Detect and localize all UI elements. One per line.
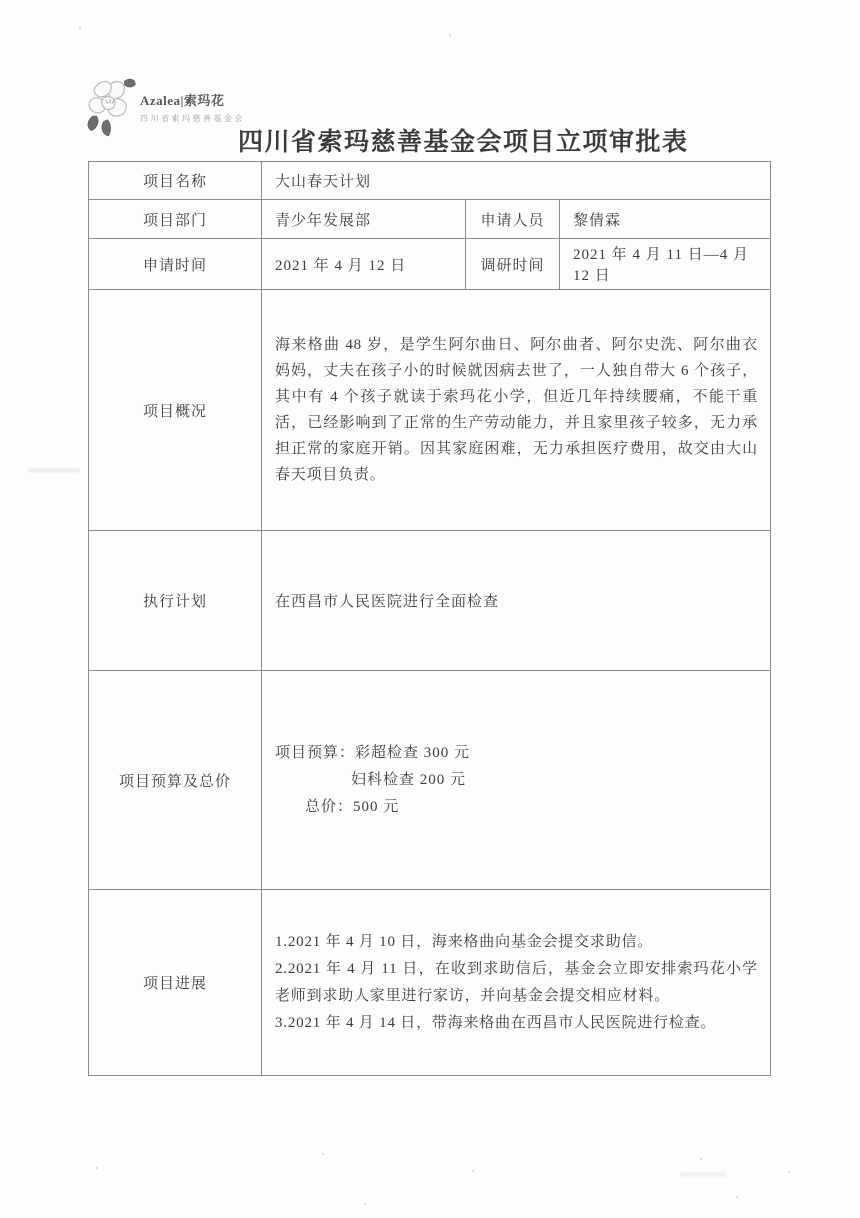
row-progress xyxy=(89,890,771,1076)
logo-subtitle-text: 四川省索玛慈善基金会 xyxy=(140,114,245,123)
scan-speck xyxy=(449,34,451,36)
document-title: 四川省索玛慈善基金会项目立项审批表 xyxy=(238,129,689,156)
progress-item-2: 2.2021 年 4 月 11 日，在收到求助信后，基金会立即安排索玛花小学老师到求助人家里进行家访，并向基金会提交相应材料。 xyxy=(275,960,758,1004)
scan-speck xyxy=(700,1158,702,1160)
scan-speck xyxy=(788,1171,790,1173)
budget-line-3: 总价：500 元 xyxy=(305,798,400,815)
logo-brand-text: Azalea|索玛花 xyxy=(140,93,225,108)
row-dates xyxy=(89,239,771,290)
plan-value: 在西昌市人民医院进行全面检查 xyxy=(262,531,771,671)
overview-label: 项目概况 xyxy=(89,290,262,531)
scan-speck xyxy=(79,27,81,29)
overview-text: 海来格曲 48 岁，是学生阿尔曲日、阿尔曲者、阿尔史洗、阿尔曲衣妈妈，丈夫在孩子小的时候就因病去世了，一人独自带大 6 个孩子，其中有 4 个孩子就读于索玛花小学，但近几年持续腰痛，不能干重活，已经影响到了正常的生产劳动能力，并且家里孩子较多，无力承担正常的家庭开销。因其家庭困难，无力承担医疗费用，故交由大山春天项目负责。 xyxy=(275,337,758,483)
progress-value xyxy=(262,890,771,1076)
project-name-label: 项目名称 xyxy=(89,162,262,200)
scan-speck xyxy=(472,1170,474,1172)
row-budget xyxy=(89,671,771,890)
approval-form-table xyxy=(88,161,771,1076)
scan-speck xyxy=(322,1153,324,1155)
progress-label: 项目进展 xyxy=(89,890,262,1076)
row-department-applicant xyxy=(89,200,771,239)
scan-smudge xyxy=(28,469,80,472)
row-project-name xyxy=(89,162,771,200)
plan-label: 执行计划 xyxy=(89,531,262,671)
department-value: 青少年发展部 xyxy=(262,200,466,239)
applicant-value: 黎倩霖 xyxy=(560,200,771,239)
azalea-flower-icon xyxy=(84,76,138,145)
budget-label: 项目预算及总价 xyxy=(89,671,262,890)
budget-value xyxy=(262,671,771,890)
applicant-label: 申请人员 xyxy=(466,200,560,239)
research-time-value: 2021 年 4 月 11 日—4 月 12 日 xyxy=(560,239,771,290)
scan-speck xyxy=(736,1196,738,1198)
progress-item-3: 3.2021 年 4 月 14 日，带海来格曲在西昌市人民医院进行检查。 xyxy=(275,1014,717,1031)
apply-time-label: 申请时间 xyxy=(89,239,262,290)
scan-speck xyxy=(96,1167,98,1169)
scan-speck xyxy=(364,1203,366,1205)
row-overview xyxy=(89,290,771,531)
scan-smudge xyxy=(680,1172,726,1177)
budget-line-1: 项目预算：彩超检查 300 元 xyxy=(275,744,471,761)
research-time-label: 调研时间 xyxy=(466,239,560,290)
progress-item-1: 1.2021 年 4 月 10 日，海来格曲向基金会提交求助信。 xyxy=(275,933,654,950)
project-name-value: 大山春天计划 xyxy=(262,162,771,200)
apply-time-value: 2021 年 4 月 12 日 xyxy=(262,239,466,290)
department-label: 项目部门 xyxy=(89,200,262,239)
budget-line-2: 妇科检查 200 元 xyxy=(351,771,467,788)
row-plan xyxy=(89,531,771,671)
overview-value xyxy=(262,290,771,531)
